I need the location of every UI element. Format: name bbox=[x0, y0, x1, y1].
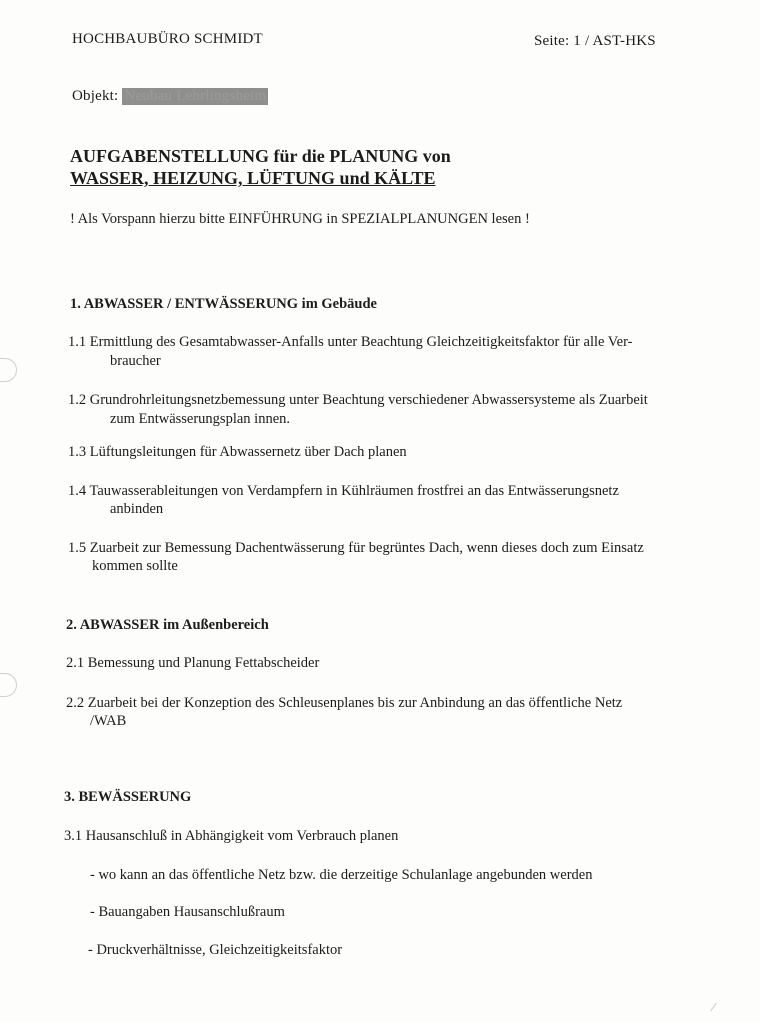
list-item-continuation: anbinden bbox=[110, 501, 164, 517]
list-item-line: 1.3 Lüftungsleitungen für Abwassernetz über Dach planen bbox=[68, 444, 407, 460]
preface-note: ! Als Vorspann hierzu bitte EINFÜHRUNG in SPEZIALPLANUNGEN lesen ! bbox=[70, 211, 530, 227]
objekt-label: Objekt: bbox=[72, 88, 119, 104]
bullet-item: - Druckverhältnisse, Gleichzeitigkeitsfaktor bbox=[88, 942, 343, 958]
objekt-value-redacted: Neubau Lehrlingsheim bbox=[124, 88, 267, 105]
document-title-line1: AUFGABENSTELLUNG für die PLANUNG von bbox=[70, 146, 451, 166]
document-title-line2: WASSER, HEIZUNG, LÜFTUNG und KÄLTE bbox=[70, 168, 436, 188]
punch-hole-mark bbox=[0, 673, 17, 697]
list-item-continuation: braucher bbox=[110, 353, 161, 369]
list-item-continuation: /WAB bbox=[90, 713, 127, 729]
list-item-line: 1.2 Grundrohrleitungsnetzbemessung unter Beachtung verschiedener Abwassersysteme als Zuarbeit bbox=[68, 392, 648, 408]
bullet-item: - wo kann an das öffentliche Netz bzw. die derzeitige Schulanlage angebunden werden bbox=[90, 867, 593, 883]
list-item-continuation: zum Entwässerungsplan innen. bbox=[110, 411, 291, 427]
list-item-continuation: kommen sollte bbox=[92, 558, 178, 574]
company-name: HOCHBAUBÜRO SCHMIDT bbox=[72, 31, 263, 47]
list-item-line: 2.1 Bemessung und Planung Fettabscheider bbox=[66, 655, 320, 671]
section-heading: 1. ABWASSER / ENTWÄSSERUNG im Gebäude bbox=[70, 296, 377, 312]
punch-hole-mark bbox=[0, 358, 17, 382]
objekt-line bbox=[72, 88, 268, 105]
page-reference: Seite: 1 / AST-HKS bbox=[534, 33, 656, 49]
bullet-item: - Bauangaben Hausanschlußraum bbox=[90, 904, 285, 920]
list-item-line: 1.5 Zuarbeit zur Bemessung Dachentwässerung für begrüntes Dach, wenn dieses doch zum Einsatz bbox=[68, 540, 644, 556]
list-item-line: 2.2 Zuarbeit bei der Konzeption des Schleusenplanes bis zur Anbindung an das öffentliche Netz bbox=[66, 695, 623, 711]
section-heading: 3. BEWÄSSERUNG bbox=[64, 789, 192, 805]
list-item-line: 1.1 Ermittlung des Gesamtabwasser-Anfalls unter Beachtung Gleichzeitigkeitsfaktor für alle Ver- bbox=[68, 334, 633, 350]
scan-edge-mark bbox=[710, 1003, 725, 1018]
section-heading: 2. ABWASSER im Außenbereich bbox=[66, 617, 269, 633]
list-item-line: 3.1 Hausanschluß in Abhängigkeit vom Verbrauch planen bbox=[64, 828, 399, 844]
list-item-line: 1.4 Tauwasserableitungen von Verdampfern in Kühlräumen frostfrei an das Entwässerungsnetz bbox=[68, 483, 619, 499]
